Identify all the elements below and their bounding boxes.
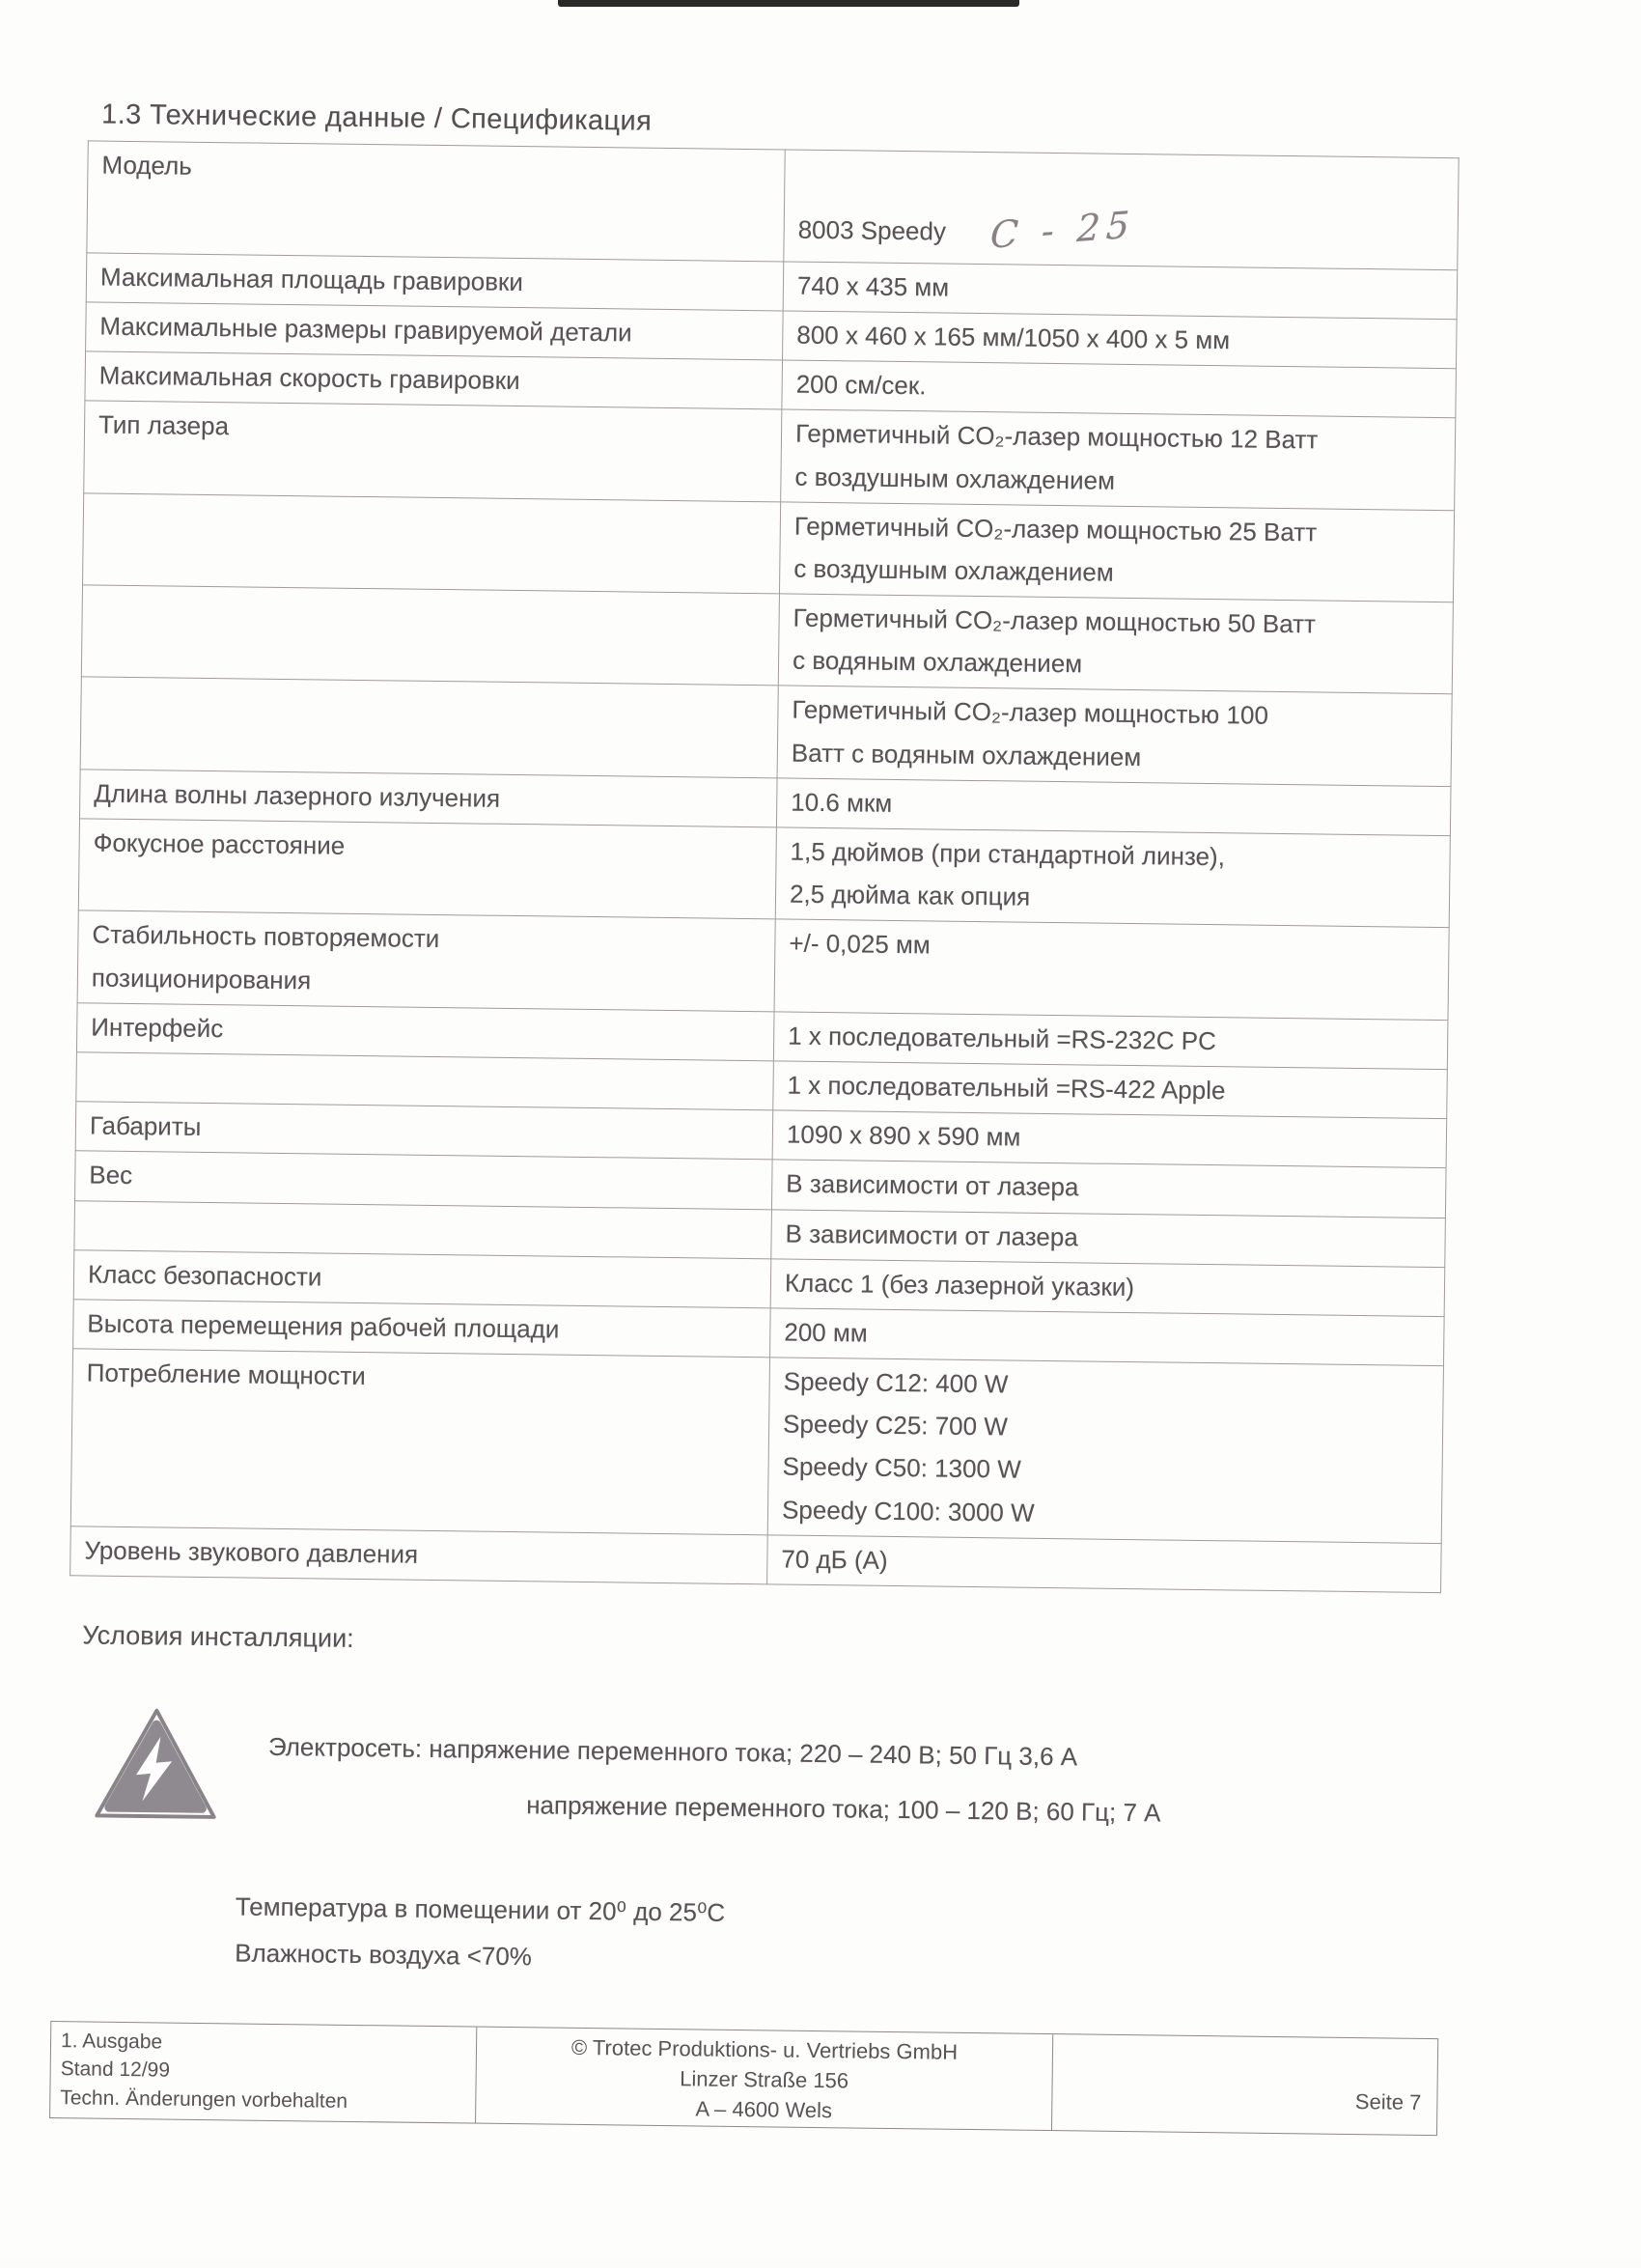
spec-label-cell: Фокусное расстояние	[78, 819, 776, 919]
warning-lightning-icon	[92, 1705, 221, 1832]
spec-value-cell: 800 x 460 x 165 мм/1050 x 400 x 5 мм	[783, 311, 1458, 369]
spec-value-cell: 200 см/сек.	[782, 360, 1457, 418]
spec-value-cell: В зависимости от лазера	[771, 1209, 1446, 1267]
power-supply-line-1: Электросеть: напряжение переменного тока; 220 – 240 В; 50 Гц 3,6 А	[267, 1731, 1078, 1772]
footer-page-number: Seite 7	[1354, 2089, 1422, 2114]
spec-label-cell: Максимальная площадь гравировки	[86, 253, 784, 311]
spec-label-cell	[76, 1052, 774, 1110]
page-title: 1.3 Технические данные / Спецификация	[100, 98, 653, 137]
spec-label-cell: Вес	[75, 1151, 773, 1209]
model-value: 8003 Speedy	[797, 214, 947, 246]
room-temperature-text: Температура в помещении от 20⁰ до 25⁰С	[235, 1891, 726, 1927]
spec-label-cell: Габариты	[75, 1102, 773, 1160]
footer-company: © Trotec Produktions- u. Vertriebs GmbH Linzer Straße 156 A – 4600 Wels	[475, 2028, 1053, 2131]
spec-label-cell	[81, 585, 779, 686]
spec-label-cell: Максимальные размеры гравируемой детали	[86, 302, 784, 360]
spec-label-cell: Модель	[87, 141, 785, 262]
install-conditions-heading: Условия инсталляции:	[82, 1620, 354, 1653]
spec-label-cell: Тип лазера	[84, 401, 782, 501]
footer-right-cell	[1052, 2034, 1437, 2135]
power-supply-line-2: напряжение переменного тока; 100 – 120 В; 60 Гц; 7 А	[526, 1790, 1161, 1828]
table-row	[80, 677, 1452, 786]
spec-label-cell	[83, 493, 781, 594]
table-row	[81, 585, 1453, 694]
room-conditions-block	[235, 1883, 1631, 1993]
table-row	[87, 141, 1459, 270]
spec-label-cell	[80, 677, 778, 777]
humidity-text: Влажность воздуха <70%	[235, 1938, 533, 1972]
spec-value-cell: 1090 x 890 x 590 мм	[772, 1110, 1447, 1168]
spec-value-cell: Speedy C12: 400 W Speedy C25: 700 W Speedy C50: 1300 W Speedy C100: 3000 W	[767, 1358, 1443, 1544]
footer-edition: 1. Ausgabe Stand 12/99 Techn. Änderungen vorbehalten	[60, 2030, 348, 2113]
spec-value-cell	[784, 150, 1459, 270]
footer	[49, 2021, 1438, 2136]
spec-value-cell: Герметичный CO₂-лазер мощностью 25 Ватт с воздушным охлаждением	[779, 502, 1454, 602]
spec-value-cell: Герметичный CO₂-лазер мощностью 50 Ватт с водяным охлаждением	[778, 594, 1453, 694]
handwritten-note: C - 25	[989, 203, 1137, 258]
spec-value-cell: +/- 0,025 мм	[774, 919, 1449, 1020]
spec-value-cell: 1 х последовательный =RS-422 Apple	[773, 1061, 1448, 1119]
spec-value-cell: 10.6 мкм	[776, 778, 1451, 836]
spec-label-cell: Потребление мощности	[70, 1349, 769, 1535]
power-warning-block	[92, 1705, 1633, 1849]
table-row	[70, 1349, 1443, 1544]
spec-label-cell: Класс безопасности	[73, 1250, 771, 1308]
table-row	[83, 493, 1455, 602]
table-row	[78, 819, 1450, 928]
spec-label-cell: Длина волны лазерного излучения	[79, 770, 777, 827]
spec-label-cell: Максимальная скорость гравировки	[85, 351, 783, 409]
table-row	[77, 910, 1449, 1020]
spec-value-cell: 740 x 435 мм	[783, 262, 1458, 320]
spec-value-cell: 70 дБ (A)	[767, 1535, 1442, 1593]
spec-label-cell: Уровень звукового давления	[70, 1526, 768, 1584]
spec-value-cell: 1 х последовательный =RS-232C PC	[773, 1012, 1448, 1070]
spec-value-cell: Класс 1 (без лазерной указки)	[770, 1259, 1445, 1317]
table-row	[84, 401, 1456, 510]
spec-value-cell: Герметичный CO₂-лазер мощностью 100 Ватт с водяным охлаждением	[777, 686, 1452, 786]
spec-label-cell: Стабильность повторяемости позиционирования	[77, 910, 775, 1011]
spec-value-cell: 200 мм	[770, 1308, 1445, 1366]
spec-value-cell: 1,5 дюймов (при стандартной линзе), 2,5 дюйма как опция	[775, 827, 1450, 928]
spec-label-cell: Интерфейс	[76, 1003, 774, 1061]
spec-label-cell	[74, 1200, 772, 1258]
spec-value-cell: В зависимости от лазера	[771, 1160, 1446, 1218]
spec-value-cell: Герметичный CO₂-лазер мощностью 12 Ватт с воздушным охлаждением	[781, 409, 1456, 510]
spec-label-cell: Высота перемещения рабочей площади	[73, 1300, 771, 1358]
spec-table	[70, 140, 1460, 1593]
